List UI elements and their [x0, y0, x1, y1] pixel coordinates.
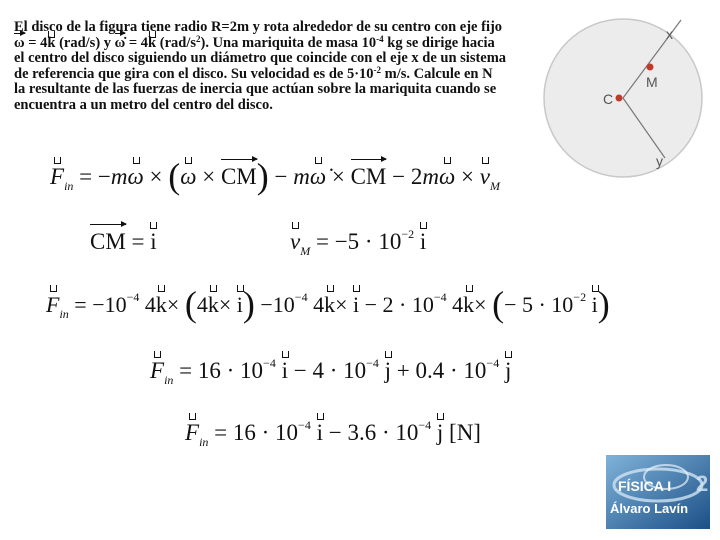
ladybug-label: M [646, 74, 658, 90]
problem-line-6: encuentra a un metro del centro del disco. [14, 96, 273, 113]
problem-line-2: ω = 4k (rad/s) y ω̇ = 4k $(rad/s^2)$. Una mariquita de masa $10^{-4}$ kg se dirige hacia [14, 33, 495, 51]
logo-title: FÍSICA I [618, 478, 672, 494]
x-axis-label: x [666, 26, 673, 42]
problem-line-3: el centro del disco siguiendo un diámetro que coincide con el eje x de un sistema [14, 50, 507, 66]
equation-2b: $v_M = -5 \cdot 10^{-2}$ i [290, 227, 427, 258]
fisica-logo [606, 455, 710, 529]
center-label: C [603, 91, 614, 107]
logo-author: Álvaro Lavín [610, 501, 689, 516]
equation-1: $F_{in} = -m\omega \times (\omega \times CM)$ − mω̇ × CM − $2m\omega \times v_M$ [50, 156, 500, 196]
disk-figure [540, 0, 720, 200]
omega-dot-vector: ω̇ [114, 34, 126, 51]
problem-line-1: El disco de la figura tiene radio R=2m y rota alrededor de su centro con eje fijo [14, 19, 503, 35]
y-axis-label: y [656, 153, 663, 169]
problem-line-4: de referencia que gira con el disco. Su velocidad es de $5\cdot 10^{-2}$ m/s. Calcule en N [14, 64, 493, 82]
problem-statement [14, 20, 542, 113]
ladybug-point [647, 64, 654, 71]
equation-3: $F_{in} = -10^{-4}$ $4k\times (4k\times i) -10^{-4}$ $4k\times i - 2 \cdot 10^{-4}$ 4k× (− $5 \cdot 10^{-2}$ i) [46, 284, 610, 324]
svg-text:2: 2 [696, 471, 709, 496]
problem-line-5: la resultante de las fuerzas de inercia que actúan sobre la mariquita cuando se [14, 81, 497, 97]
equation-5: $F_{in} = 16 \cdot 10^{-4}$ $i - 3.6 \cdot 10^{-4}$ j [N] [185, 418, 481, 449]
center-point [616, 95, 623, 102]
equation-2a: CM = i [90, 227, 157, 257]
omega-vector: ω [14, 34, 25, 51]
equation-4: $F_{in} = 16 \cdot 10^{-4}$ $i - 4 \cdot 10^{-4}$ $j + 0.4 \cdot 10^{-4}$ j [150, 356, 512, 387]
